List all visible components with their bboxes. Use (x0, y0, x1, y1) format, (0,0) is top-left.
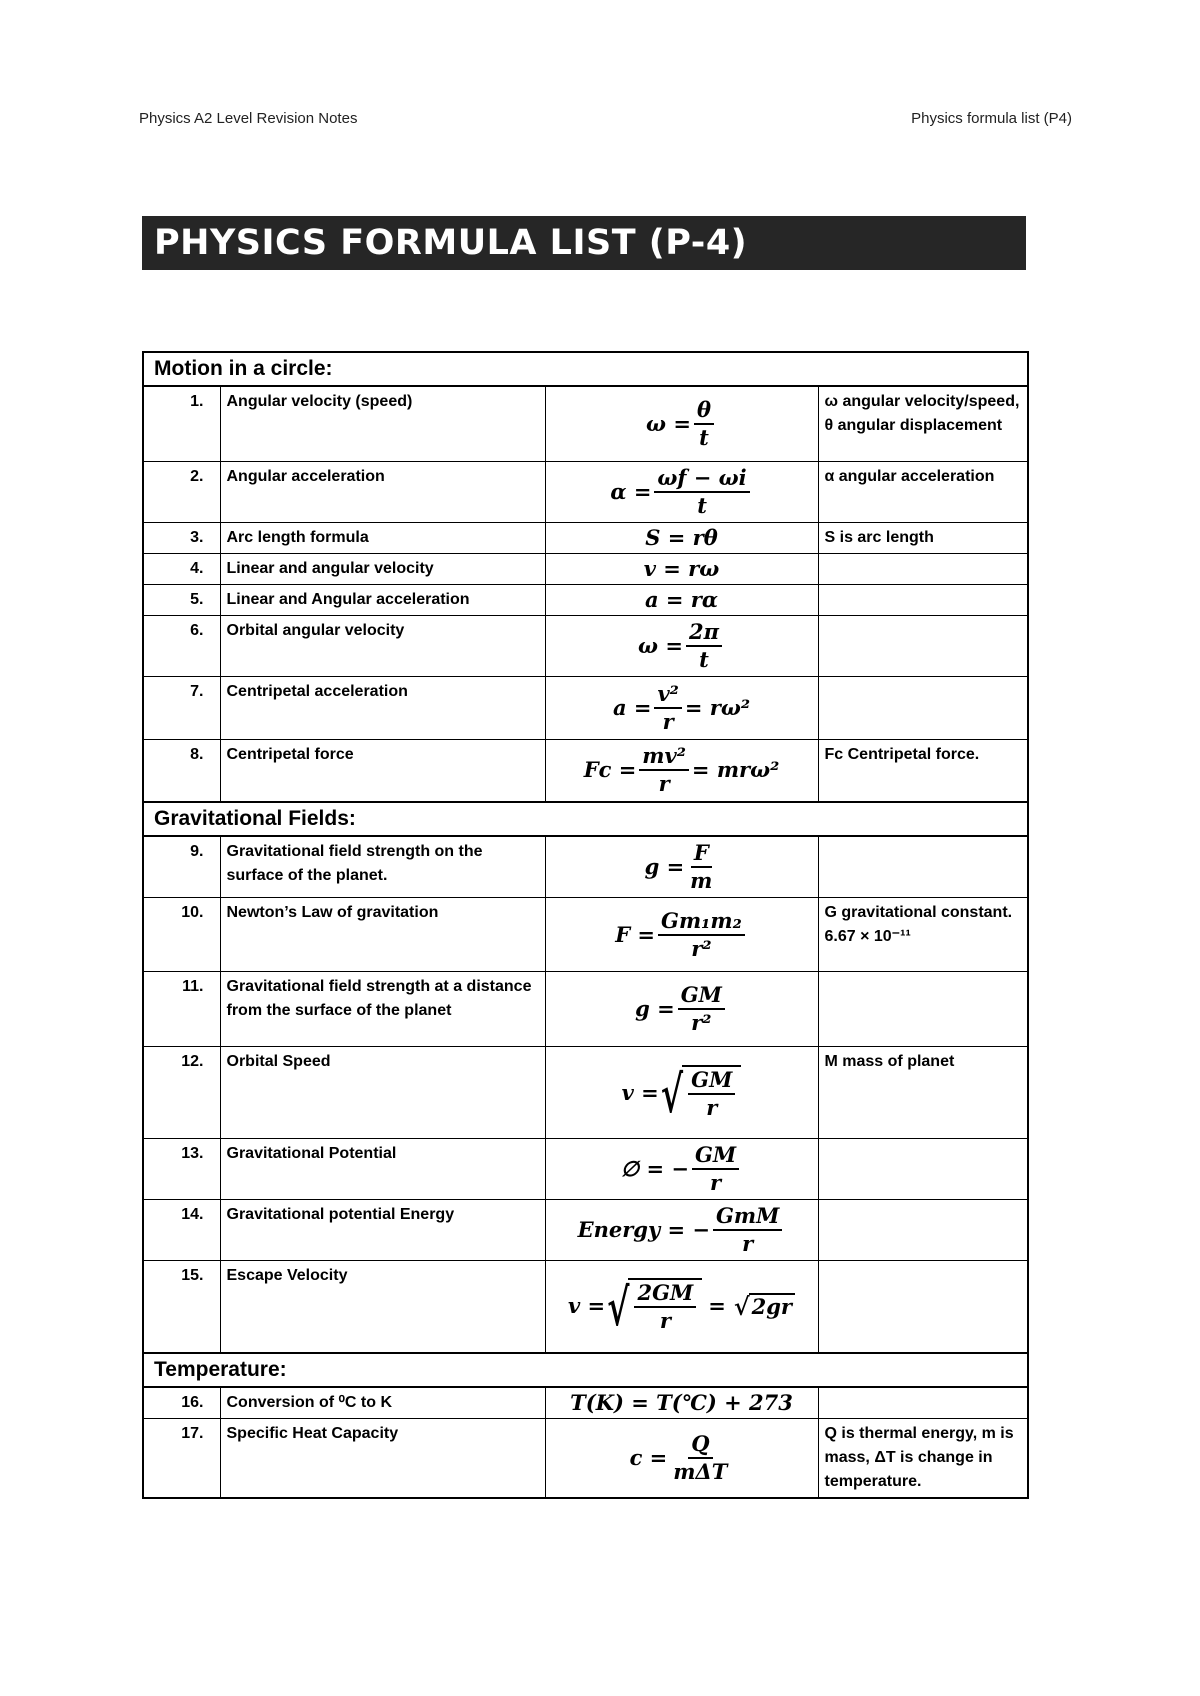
table-row (143, 836, 1028, 898)
quantity-name: Centripetal acceleration (220, 676, 545, 739)
quantity-name: Orbital Speed (220, 1047, 545, 1139)
quantity-name: Centripetal force (220, 739, 545, 802)
fraction-denominator: t (699, 646, 709, 672)
fraction-numerator: GM (688, 1067, 735, 1095)
formula: T(K) = T(℃) + 273 (545, 1387, 818, 1419)
quantity-name: Gravitational potential Energy (220, 1200, 545, 1261)
section-heading: Gravitational Fields: (143, 802, 1028, 836)
row-number: 1. (143, 386, 220, 461)
quantity-name: Newton’s Law of gravitation (220, 898, 545, 972)
formula (545, 1200, 818, 1261)
row-number: 9. (143, 836, 220, 898)
table-row (143, 972, 1028, 1047)
formula (545, 836, 818, 898)
fraction-numerator: 2π (686, 619, 722, 647)
formula-lhs: c = (629, 1444, 668, 1470)
fraction-denominator: r (659, 1308, 671, 1334)
table-row (143, 1047, 1028, 1139)
row-number: 3. (143, 522, 220, 553)
section-row (143, 352, 1028, 386)
formula (545, 972, 818, 1047)
fraction-numerator: θ (694, 397, 714, 425)
note (818, 836, 1028, 898)
table-row (143, 461, 1028, 522)
formula (545, 1261, 818, 1353)
formula-lhs: Energy = − (577, 1217, 710, 1242)
table-row (143, 739, 1028, 802)
formula: S = rθ (545, 522, 818, 553)
section-heading: Temperature: (143, 1353, 1028, 1387)
row-number: 5. (143, 584, 220, 615)
note: ω angular velocity/speed, θ angular displacement (818, 386, 1028, 461)
section-heading: Motion in a circle: (143, 352, 1028, 386)
row-number: 14. (143, 1200, 220, 1261)
note: G gravitational constant. 6.67 × 10⁻¹¹ (818, 898, 1028, 972)
quantity-name: Linear and Angular acceleration (220, 584, 545, 615)
table-row (143, 898, 1028, 972)
row-number: 12. (143, 1047, 220, 1139)
section-row (143, 802, 1028, 836)
fraction-denominator: r² (691, 1010, 712, 1035)
note (818, 1200, 1028, 1261)
formula-lhs: F = (615, 921, 656, 947)
formula-lhs: a = (612, 694, 652, 720)
formula (545, 1418, 818, 1498)
fraction-numerator: GM (678, 982, 725, 1010)
quantity-name: Angular acceleration (220, 461, 545, 522)
formula-lhs: ∅ = − (620, 1156, 689, 1181)
fraction-denominator: t (697, 492, 707, 518)
note (818, 972, 1028, 1047)
formula: a = rα (545, 584, 818, 615)
fraction-numerator: ωf − ωi (654, 465, 749, 493)
fraction-numerator: F (691, 840, 712, 868)
quantity-name: Gravitational field strength on the surface of the planet. (220, 836, 545, 898)
row-number: 10. (143, 898, 220, 972)
document-title: PHYSICS FORMULA LIST (P-4) (142, 216, 1026, 270)
formula-lhs: ω = (646, 410, 691, 436)
formula-lhs: v = (567, 1293, 606, 1319)
table-row (143, 522, 1028, 553)
table-row (143, 1418, 1028, 1498)
table-row (143, 386, 1028, 461)
section-row (143, 1353, 1028, 1387)
fraction-denominator: r (658, 771, 670, 797)
fraction-numerator: v² (654, 681, 681, 709)
formula-lhs: α = (610, 478, 652, 504)
table-row (143, 676, 1028, 739)
fraction-numerator: 2GM (634, 1280, 696, 1308)
quantity-name: Linear and angular velocity (220, 553, 545, 584)
formula (545, 461, 818, 522)
fraction-numerator: Q (688, 1431, 712, 1459)
formula-rhs: = rω² (684, 694, 751, 720)
formula-rhs: = (708, 1293, 726, 1319)
note: α angular acceleration (818, 461, 1028, 522)
table-row (143, 1139, 1028, 1200)
note (818, 676, 1028, 739)
table-row (143, 1387, 1028, 1419)
fraction-denominator: r (742, 1231, 754, 1256)
row-number: 7. (143, 676, 220, 739)
note: S is arc length (818, 522, 1028, 553)
formula-rhs: = mrω² (691, 757, 780, 783)
fraction-denominator: m (690, 868, 713, 893)
page-header-right: Physics formula list (P4) (911, 110, 1072, 127)
formula-lhs: Fc = (583, 757, 637, 783)
row-number: 8. (143, 739, 220, 802)
root-expression: 2gr (749, 1293, 795, 1319)
formula (545, 676, 818, 739)
quantity-name: Arc length formula (220, 522, 545, 553)
row-number: 4. (143, 553, 220, 584)
fraction-numerator: mv² (639, 743, 689, 771)
row-number: 2. (143, 461, 220, 522)
square-root: √ $\frac{GM}{r}$ (661, 1065, 742, 1121)
quantity-name: Orbital angular velocity (220, 615, 545, 676)
formula (545, 386, 818, 461)
square-root: √ 2gr (734, 1293, 795, 1319)
row-number: 6. (143, 615, 220, 676)
formula-table (142, 351, 1029, 1499)
formula-lhs: g = (644, 854, 685, 879)
quantity-name: Angular velocity (speed) (220, 386, 545, 461)
formula (545, 1047, 818, 1139)
table-row (143, 553, 1028, 584)
row-number: 13. (143, 1139, 220, 1200)
note: Q is thermal energy, m is mass, ΔT is change in temperature. (818, 1418, 1028, 1498)
fraction-denominator: r (706, 1094, 718, 1120)
quantity-name: Escape Velocity (220, 1261, 545, 1353)
quantity-name: Gravitational field strength at a distance from the surface of the planet (220, 972, 545, 1047)
formula-lhs: ω = (638, 632, 683, 658)
formula (545, 615, 818, 676)
table-row (143, 615, 1028, 676)
fraction-denominator: r (662, 708, 674, 734)
note (818, 553, 1028, 584)
note (818, 1261, 1028, 1353)
fraction-denominator: mΔT (673, 1458, 728, 1484)
note (818, 615, 1028, 676)
fraction-numerator: GM (692, 1142, 739, 1170)
note: M mass of planet (818, 1047, 1028, 1139)
formula: v = rω (545, 553, 818, 584)
note (818, 1139, 1028, 1200)
row-number: 16. (143, 1387, 220, 1419)
note (818, 1387, 1028, 1419)
fraction-numerator: Gm₁m₂ (658, 908, 745, 936)
formula (545, 898, 818, 972)
table-row (143, 1200, 1028, 1261)
square-root: √ $\frac{2GM}{r}$ (607, 1278, 702, 1334)
quantity-name: Gravitational Potential (220, 1139, 545, 1200)
quantity-name: Specific Heat Capacity (220, 1418, 545, 1498)
table-row (143, 584, 1028, 615)
fraction-numerator: GmM (713, 1203, 782, 1231)
page-header-left: Physics A2 Level Revision Notes (139, 110, 358, 127)
formula-lhs: g = (635, 996, 675, 1021)
formula-lhs: v = (621, 1079, 659, 1105)
note: Fc Centripetal force. (818, 739, 1028, 802)
row-number: 17. (143, 1418, 220, 1498)
row-number: 11. (143, 972, 220, 1047)
row-number: 15. (143, 1261, 220, 1353)
formula (545, 1139, 818, 1200)
fraction-denominator: t (699, 424, 709, 450)
quantity-name: Conversion of ⁰C to K (220, 1387, 545, 1419)
table-row (143, 1261, 1028, 1353)
fraction-denominator: r² (691, 935, 712, 961)
formula (545, 739, 818, 802)
note (818, 584, 1028, 615)
fraction-denominator: r (710, 1170, 722, 1195)
